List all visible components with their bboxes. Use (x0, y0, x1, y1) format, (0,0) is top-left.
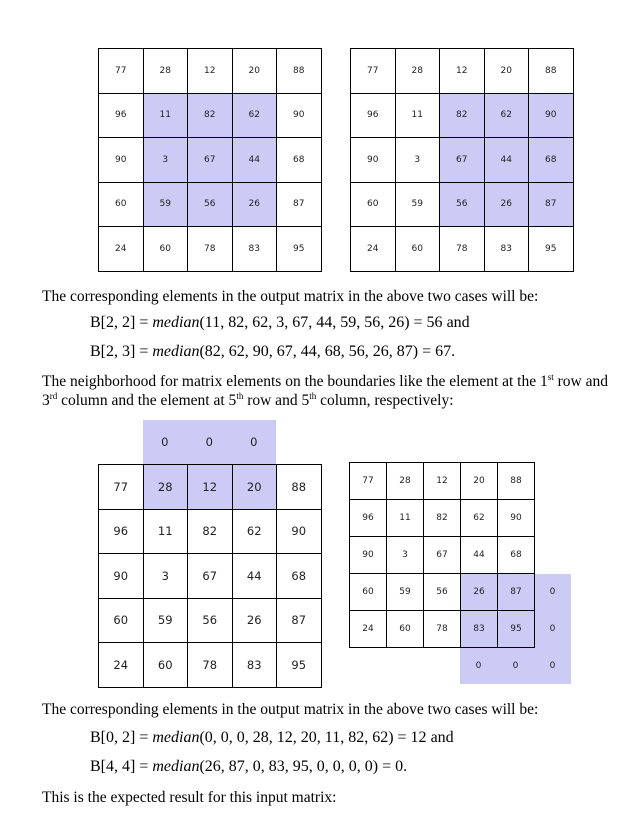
matrix-cell: 12 (439, 48, 485, 94)
matrix-cell: 87 (276, 598, 322, 644)
matrix-cell: 68 (497, 536, 535, 574)
matrix-cell: 83 (232, 642, 278, 688)
matrix-cell: 12 (423, 462, 461, 500)
matrix-cell: 77 (98, 48, 144, 94)
matrix-cell: 28 (143, 464, 189, 510)
formula-args: (0, 0, 0, 28, 12, 20, 11, 82, 62) = 12 (199, 729, 427, 746)
matrix-cell: 56 (187, 598, 233, 644)
matrix-cell: 24 (98, 642, 144, 688)
matrix-cell: 60 (395, 226, 441, 272)
matrix-cell: 90 (497, 499, 535, 537)
matrix-cell: 82 (187, 509, 233, 555)
matrix-cell: 96 (349, 499, 387, 537)
matrix-cell: 56 (439, 182, 485, 228)
matrix-cell: 68 (276, 553, 322, 599)
matrix-cell: 87 (528, 182, 574, 228)
matrix-cell: 82 (439, 93, 485, 139)
matrix-cell: 90 (276, 93, 322, 139)
matrix-cell: 44 (484, 137, 530, 183)
matrix-cell: 12 (187, 464, 233, 510)
matrix-cell: 67 (439, 137, 485, 183)
matrix-cell: 12 (187, 48, 233, 94)
superscript: rd (49, 390, 58, 401)
matrix-cell: 11 (386, 499, 424, 537)
padding-zero-cell: 0 (250, 434, 258, 449)
matrix-cell: 28 (395, 48, 441, 94)
matrix-cell: 44 (232, 553, 278, 599)
matrix-cell: 26 (232, 598, 278, 644)
formula-lhs: B[2, 3] = (90, 343, 153, 360)
matrix-cell: 95 (276, 226, 322, 272)
text-fragment: row and 3 (42, 373, 609, 409)
matrix-cell: 88 (528, 48, 574, 94)
matrix-cell: 87 (497, 573, 535, 611)
padding-zero-cell: 0 (205, 434, 213, 449)
matrix-cell: 90 (98, 553, 144, 599)
text-fragment: The neighborhood for matrix elements on the boundaries like the element at the 1 (42, 373, 548, 390)
superscript: th (309, 390, 317, 401)
matrix-cell: 20 (232, 48, 278, 94)
formula-b23 (90, 343, 455, 361)
text-fragment: column, respectively: (316, 392, 454, 409)
formula-b02 (90, 729, 454, 747)
superscript: th (236, 390, 244, 401)
formula-b44 (90, 758, 407, 776)
formula-function: median (152, 729, 200, 746)
matrix-cell: 60 (98, 598, 144, 644)
formula-lhs: B[2, 2] = (90, 314, 153, 331)
matrix-cell: 60 (98, 182, 144, 228)
matrix-cell: 82 (187, 93, 233, 139)
matrix-cell: 95 (497, 610, 535, 648)
matrix-cell: 3 (395, 137, 441, 183)
padding-zero-cell: 0 (549, 586, 556, 597)
paragraph-output-intro: The corresponding elements in the output matrix in the above two cases will be: (42, 288, 539, 305)
paragraph-output-boundary: The corresponding elements in the output matrix in the above two cases will be: (42, 701, 539, 718)
matrix-cell: 78 (187, 226, 233, 272)
matrix-cell: 68 (528, 137, 574, 183)
matrix-cell: 60 (350, 182, 396, 228)
matrix-cell: 24 (98, 226, 144, 272)
matrix-cell: 26 (484, 182, 530, 228)
matrix-cell: 83 (460, 610, 498, 648)
matrix-cell: 67 (187, 137, 233, 183)
padding-zero-cell: 0 (161, 434, 169, 449)
matrix-cell: 59 (143, 598, 189, 644)
matrix-cell: 90 (528, 93, 574, 139)
matrix-cell: 60 (349, 573, 387, 611)
matrix-cell: 96 (98, 509, 144, 555)
matrix-cell: 20 (232, 464, 278, 510)
matrix-cell: 95 (276, 642, 322, 688)
matrix-cell: 90 (350, 137, 396, 183)
matrix-cell: 59 (386, 573, 424, 611)
text-fragment: row and 5 (243, 392, 310, 409)
matrix-cell: 56 (187, 182, 233, 228)
matrix-cell: 82 (423, 499, 461, 537)
matrix-cell: 20 (484, 48, 530, 94)
superscript: st (547, 371, 554, 382)
matrix-cell: 88 (497, 462, 535, 500)
matrix-cell: 11 (143, 93, 189, 139)
matrix-cell: 60 (143, 226, 189, 272)
matrix-cell: 77 (98, 464, 144, 510)
matrix-cell: 28 (143, 48, 189, 94)
matrix-cell: 11 (395, 93, 441, 139)
matrix-cell: 56 (423, 573, 461, 611)
formula-tail: and (442, 314, 470, 331)
matrix-cell: 87 (276, 182, 322, 228)
matrix-cell: 44 (232, 137, 278, 183)
matrix-cell: 83 (484, 226, 530, 272)
matrix-cell: 59 (143, 182, 189, 228)
matrix-cell: 88 (276, 464, 322, 510)
padding-zero-cell: 0 (475, 660, 482, 671)
matrix-cell: 78 (187, 642, 233, 688)
matrix-cell: 60 (386, 610, 424, 648)
matrix-cell: 78 (439, 226, 485, 272)
matrix-cell: 90 (98, 137, 144, 183)
matrix-cell: 3 (143, 137, 189, 183)
matrix-cell: 24 (350, 226, 396, 272)
matrix-cell: 90 (276, 509, 322, 555)
matrix-cell: 83 (232, 226, 278, 272)
formula-args: (26, 87, 0, 83, 95, 0, 0, 0, 0) = 0. (199, 758, 408, 775)
matrix-cell: 90 (349, 536, 387, 574)
matrix-cell: 67 (187, 553, 233, 599)
formula-function: median (152, 343, 200, 360)
paragraph-boundary-neighborhood (42, 372, 617, 410)
matrix-cell: 77 (349, 462, 387, 500)
matrix-cell: 28 (386, 462, 424, 500)
matrix-cell: 78 (423, 610, 461, 648)
paragraph-expected-result: This is the expected result for this input matrix: (42, 789, 337, 806)
matrix-cell: 88 (276, 48, 322, 94)
padding-zero-cell: 0 (549, 623, 556, 634)
matrix-cell: 20 (460, 462, 498, 500)
formula-lhs: B[4, 4] = (90, 758, 153, 775)
matrix-cell: 24 (349, 610, 387, 648)
matrix-cell: 59 (395, 182, 441, 228)
matrix-cell: 62 (232, 509, 278, 555)
formula-args: (82, 62, 90, 67, 44, 68, 56, 26, 87) = 67. (199, 343, 456, 360)
matrix-cell: 60 (143, 642, 189, 688)
matrix-cell: 68 (276, 137, 322, 183)
matrix-cell: 62 (232, 93, 278, 139)
matrix-cell: 11 (143, 509, 189, 555)
padding-zero-cell: 0 (512, 660, 519, 671)
matrix-cell: 67 (423, 536, 461, 574)
matrix-cell: 26 (232, 182, 278, 228)
text-fragment: column and the element at 5 (57, 392, 237, 409)
formula-function: median (152, 758, 200, 775)
matrix-cell: 62 (484, 93, 530, 139)
matrix-cell: 3 (386, 536, 424, 574)
matrix-cell: 77 (350, 48, 396, 94)
formula-function: median (152, 314, 200, 331)
padding-zero-cell: 0 (549, 660, 556, 671)
matrix-cell: 3 (143, 553, 189, 599)
matrix-cell: 26 (460, 573, 498, 611)
matrix-cell: 62 (460, 499, 498, 537)
matrix-cell: 44 (460, 536, 498, 574)
matrix-cell: 96 (350, 93, 396, 139)
formula-args: (11, 82, 62, 3, 67, 44, 59, 56, 26) = 56 (199, 314, 443, 331)
matrix-cell: 95 (528, 226, 574, 272)
formula-lhs: B[0, 2] = (90, 729, 153, 746)
formula-tail: and (426, 729, 454, 746)
formula-b22 (90, 314, 470, 332)
matrix-cell: 96 (98, 93, 144, 139)
